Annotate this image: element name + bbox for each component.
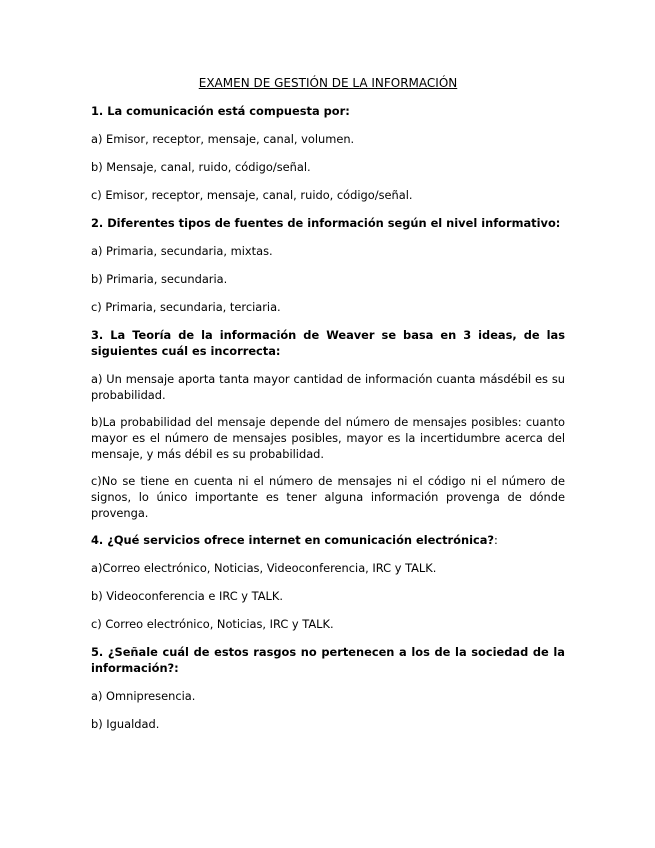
option-2b: b) Primaria, secundaria.	[91, 272, 228, 286]
question-3: 3. La Teoría de la información de Weaver se basa en 3 ideas, de las siguientes cuál es incorrecta:	[91, 328, 565, 358]
option-3a: a) Un mensaje aporta tanta mayor cantidad de información cuanta másdébil es su probabilidad.	[91, 372, 565, 402]
question-4-suffix: :	[494, 533, 498, 547]
option-1b: b) Mensaje, canal, ruido, código/señal.	[91, 160, 311, 174]
exam-title: EXAMEN DE GESTIÓN DE LA INFORMACIÓN	[198, 76, 458, 90]
question-4-text: 4. ¿Qué servicios ofrece internet en comunicación electrónica?	[91, 533, 495, 547]
question-5: 5. ¿Señale cuál de estos rasgos no pertenecen a los de la sociedad de la información?:	[91, 645, 565, 675]
option-4b: b) Videoconferencia e IRC y TALK.	[91, 589, 283, 603]
option-4c: c) Correo electrónico, Noticias, IRC y TALK.	[91, 617, 334, 631]
option-3b: b)La probabilidad del mensaje depende del número de mensajes posibles: cuanto mayor es el número de mensajes posibles, mayor es la incertidumbre acerca del mensaje, y más débil es su probabilidad.	[91, 415, 565, 461]
question-4	[91, 532, 565, 548]
option-5a: a) Omnipresencia.	[91, 689, 196, 703]
option-3c: c)No se tiene en cuenta ni el número de mensajes ni el código ni el número de signos, lo único importante es tener alguna información provenga de dónde provenga.	[91, 474, 565, 520]
exam-page	[91, 75, 565, 744]
question-2: 2. Diferentes tipos de fuentes de información según el nivel informativo:	[91, 216, 561, 230]
option-5b: b) Igualdad.	[91, 717, 160, 731]
option-2a: a) Primaria, secundaria, mixtas.	[91, 244, 273, 258]
question-1: 1. La comunicación está compuesta por:	[91, 104, 350, 118]
option-1a: a) Emisor, receptor, mensaje, canal, volumen.	[91, 132, 355, 146]
option-1c: c) Emisor, receptor, mensaje, canal, ruido, código/señal.	[91, 188, 413, 202]
option-2c: c) Primaria, secundaria, terciaria.	[91, 300, 281, 314]
option-4a: a)Correo electrónico, Noticias, Videoconferencia, IRC y TALK.	[91, 561, 437, 575]
